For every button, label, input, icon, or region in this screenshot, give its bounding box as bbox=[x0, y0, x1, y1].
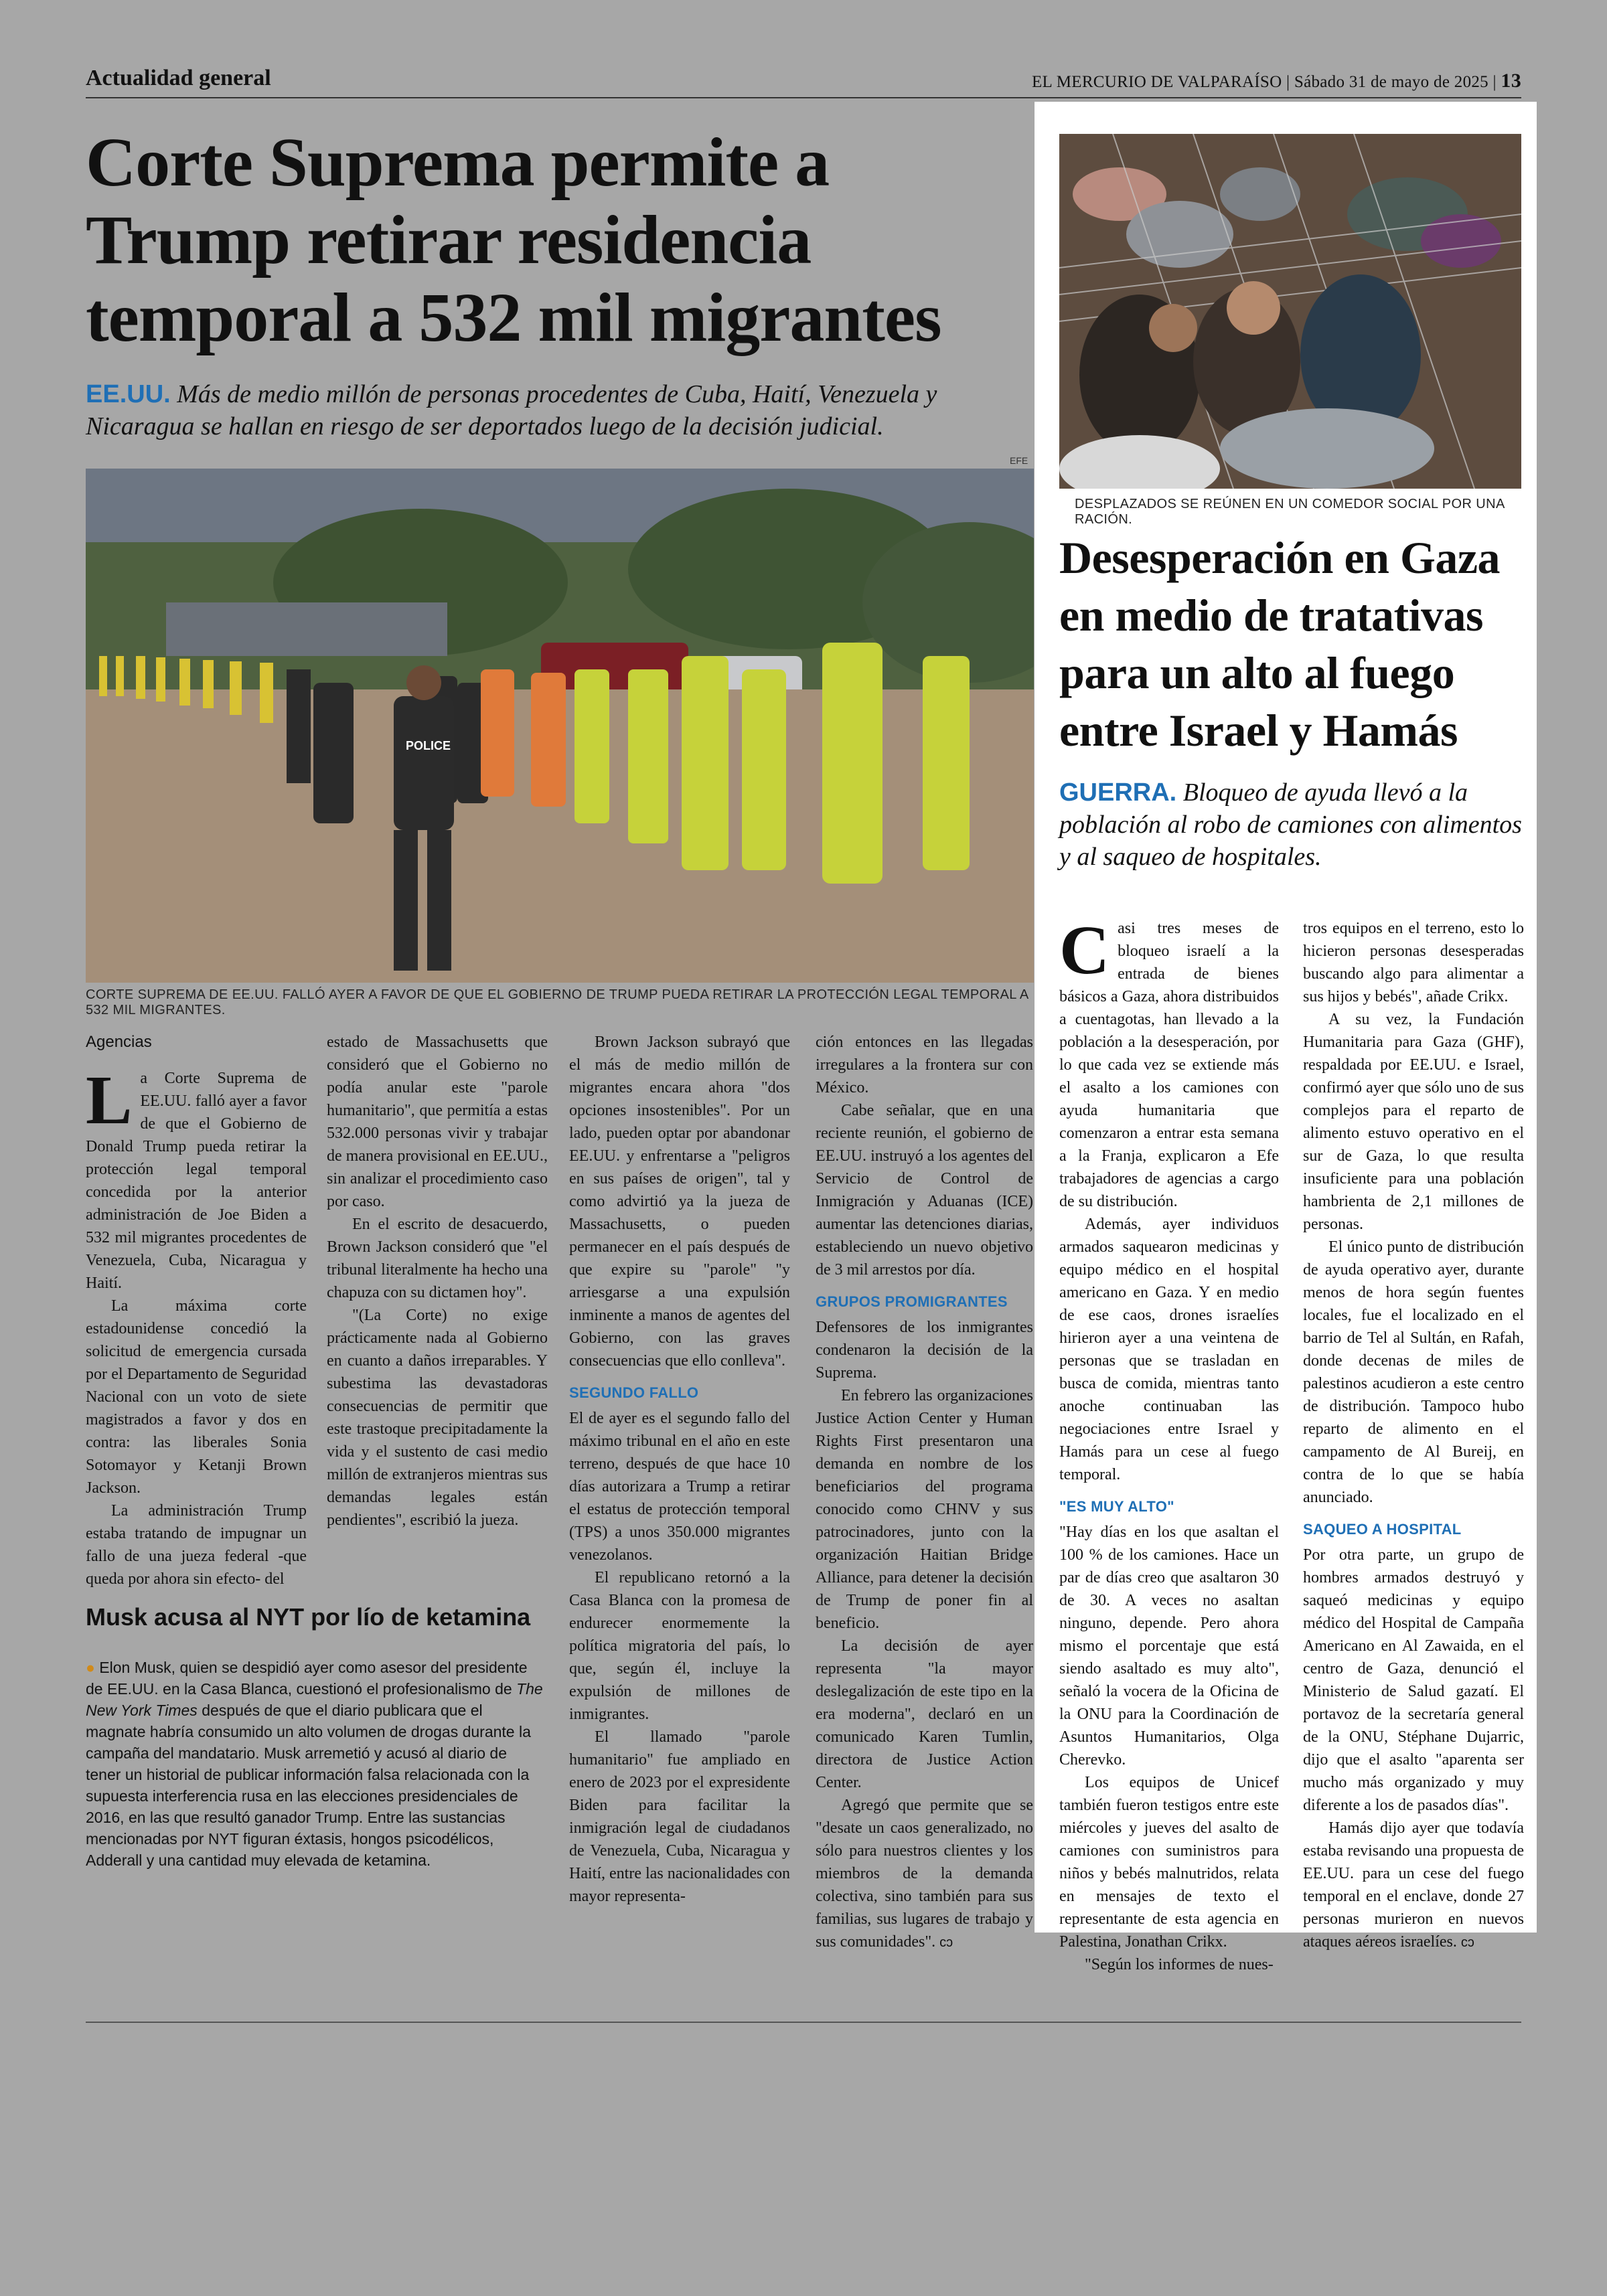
main-headline: Corte Suprema permite a Trump retirar residencia temporal a 532 mil migrantes bbox=[86, 124, 941, 356]
musk-body-b: después de que el diario publicara que el magnate habría consumido un alto volumen de drogas durante la campaña del mandatario. Musk arremetió y acusó al diario de tener un historial de publicar información falsa relacionada con la supuesta interferencia rusa en las elecciones presidenciales de 2016, en las que resultó ganador Trump. Entre las sustancias mencionadas por NYT figuran éxtasis, hongos psicodélicos, Adderall y una cantidad muy elevada de ketamina. bbox=[86, 1702, 531, 1869]
paper-info bbox=[1032, 70, 1521, 92]
main-p9: El republicano retornó a la Casa Blanca con la promesa de endurecer enormemente la política migratoria del país, lo que, según él, incluye la expulsión de millones de inmigrantes. bbox=[569, 1569, 790, 1723]
gaza-p6: tros equipos en el terreno, esto lo hicieron personas desesperadas buscando algo para alimentar a sus hijos y bebés", añade Crikx. bbox=[1303, 920, 1524, 1005]
main-deck-text: Más de medio millón de personas procedentes de Cuba, Haití, Venezuela y Nicaragua se hallan en riesgo de ser deportados luego de la decisión judicial. bbox=[86, 380, 937, 440]
main-col-2 bbox=[327, 1031, 548, 1532]
main-p8: El de ayer es el segundo fallo del máximo tribunal en el año en este terreno, después de que hace 10 días autorizara a Trump a retirar el estatus de protección temporal (TPS) a unos 350.000 migrantes venezolanos. bbox=[569, 1410, 790, 1564]
gaza-col-2 bbox=[1303, 917, 1524, 1954]
byline: Agencias bbox=[86, 1033, 152, 1051]
main-p1-text: a Corte Suprema de EE.UU. falló ayer a favor de que el Gobierno de Donald Trump pueda retirar la protección legal temporal concedida por la anterior administración de Joe Biden a 532 mil migrantes procedentes de Venezuela, Cuba, Nicaragua y Haití. bbox=[86, 1070, 307, 1292]
end-mark: cↄ bbox=[939, 1935, 953, 1950]
subhead-segundo-fallo: SEGUNDO FALLO bbox=[569, 1384, 699, 1401]
main-p4: estado de Massachusetts que consideró que el Gobierno no podía anular este "parole humanitario", que permitía a estas 532.000 personas vivir y trabajar de manera provisional en EE.UU., sin analizar el procedimiento caso por caso. bbox=[327, 1034, 548, 1210]
main-p11: ción entonces en las llegadas irregulares a la frontera sur con México. bbox=[816, 1034, 1033, 1096]
main-p5: En el escrito de desacuerdo, Brown Jackson consideró que "el tribunal literalmente ha hecho una chapuza con su dictamen hoy". bbox=[327, 1216, 548, 1301]
main-p6: "(La Corte) no exige prácticamente nada al Gobierno en cuanto a daños irreparables. Y subestima las devastadoras consecuencias de permitir que este trastoque precipitadamente la vida y el sustento de casi medio millón de extranjeros mientras sus demandas legales están pendientes", escribió la jueza. bbox=[327, 1307, 548, 1529]
main-col-1 bbox=[86, 1031, 307, 1590]
gaza-p10-text: Hamás dijo ayer que todavía estaba revisando una propuesta de EE.UU. para un cese del fuego temporal en el enclave, donde 27 personas murieron en nuevos ataques aéreos israelíes. bbox=[1303, 1819, 1524, 1951]
photo-credit: EFE bbox=[1010, 455, 1028, 466]
gaza-p2: Además, ayer individuos armados saquearon medicinas y equipo médico en el hospital americano en Gaza. Y en medio de ese caos, drones israelíes hirieron ayer a una veintena de personas que se trasladan en busca de comida, mientras tanto anoche continuaban las negociaciones entre Israel y Hamás para un cese al fuego temporal. bbox=[1059, 1216, 1279, 1483]
main-dropcap: L bbox=[86, 1062, 133, 1139]
main-deck bbox=[86, 378, 1037, 442]
section-label: Actualidad general bbox=[86, 66, 271, 90]
bottom-rule bbox=[86, 2022, 1521, 2023]
main-p2: La máxima corte estadounidense concedió la solicitud de emergencia cursada por el Departamento de Seguridad Nacional con un voto de siete magistrados a favor y dos en contra: las liberales Sonia Sotomayor y Ketanji Brown Jackson. bbox=[86, 1297, 307, 1497]
main-p10: El llamado "parole humanitario" fue ampliado en enero de 2023 por el expresidente Biden para facilitar la inmigración legal de ciudadanos de Venezuela, Cuba, Nicaragua y Haití, entre las nacionalidades con mayor representa- bbox=[569, 1728, 790, 1905]
musk-headline: Musk acusa al NYT por lío de ketamina bbox=[86, 1603, 531, 1631]
gaza-photo-illustration bbox=[1059, 134, 1521, 489]
gaza-headline: Desesperación en Gaza en medio de tratativas para un alto al fuego entre Israel y Hamás bbox=[1059, 532, 1501, 756]
gaza-dropcap: C bbox=[1059, 912, 1110, 989]
main-col-4 bbox=[816, 1031, 1033, 1954]
gaza-photo bbox=[1059, 134, 1521, 489]
gaza-p3: "Hay días en los que asaltan el 100 % de los camiones. Hace un par de días creo que asaltaron 30 de 30. A veces no asaltan ninguno, depende. Pero ahora mismo el porcentaje que está siendo asaltado es muy alto", señaló la vocera de la Oficina de la ONU para la Coordinación de Asuntos Humanitarios, Olga Cherevko. bbox=[1059, 1524, 1279, 1769]
main-p3: La administración Trump estaba tratando de impugnar un fallo de una jueza federal -que queda por ahora sin efecto- del bbox=[86, 1502, 307, 1588]
musk-body bbox=[86, 1657, 544, 1871]
gaza-p7: A su vez, la Fundación Humanitaria para Gaza (GHF), respaldada por EE.UU. e Israel, confirmó ayer que sólo uno de sus complejos para el reparto de alimento estuvo operativo en el sur de Gaza, lo que resulta insuficiente para una población hambrienta de 2,1 millones de personas. bbox=[1303, 1011, 1524, 1233]
subhead-saqueo-hospital: SAQUEO A HOSPITAL bbox=[1303, 1521, 1462, 1538]
gaza-p4: Los equipos de Unicef también fueron testigos entre este miércoles y jueves del asalto de camiones con suministros para niños y bebés malnutridos, relata en mensajes de texto el representante de esta agencia en Palestina, Jonathan Crikx. bbox=[1059, 1774, 1279, 1951]
main-p12: Cabe señalar, que en una reciente reunión, el gobierno de EE.UU. instruyó a los agentes del Servicio de Control de Inmigración y Aduanas (ICE) aumentar las detenciones diarias, estableciendo un nuevo objetivo de 3 mil arrestos por día. bbox=[816, 1102, 1033, 1279]
page-number: 13 bbox=[1501, 70, 1521, 92]
gaza-deck bbox=[1059, 776, 1528, 873]
main-kicker: EE.UU. bbox=[86, 380, 171, 408]
gaza-col-1 bbox=[1059, 912, 1279, 1976]
main-p7: Brown Jackson subrayó que el más de medio millón de migrantes encara ahora "dos opciones insostenibles". Por un lado, pueden optar por abandonar EE.UU. y enfrentarse a "peligros en sus países de origen", tal y como advirtió ya la jueza de Massachusetts, o pueden permanecer en el país después de que expire su "parole" "y arriesgarse a una expulsión inminente a manos de agentes del Gobierno, con las graves consecuencias que ello conlleva". bbox=[569, 1034, 790, 1370]
main-p1 bbox=[86, 1062, 307, 1295]
main-p16-text: Agregó que permite que se "desate un caos generalizado, no sólo para nuestros clientes y los miembros de la demanda colectiva, sino también para sus familias, sus lugares de trabajo y sus comunidades". bbox=[816, 1797, 1033, 1951]
bullet-icon: ● bbox=[86, 1659, 95, 1676]
main-p14: En febrero las organizaciones Justice Action Center y Human Rights First presentaron una demanda en nombre de los beneficiarios del programa conocido como CHNV y sus patrocinadores, junto con la organización Haitian Bridge Alliance, para detener la decisión de Trump de poner fin al beneficio. bbox=[816, 1387, 1033, 1632]
gaza-kicker: GUERRA. bbox=[1059, 778, 1177, 807]
gaza-end-mark: cↄ bbox=[1460, 1935, 1474, 1950]
main-photo-illustration bbox=[86, 469, 1034, 983]
gaza-p1-text: asi tres meses de bloqueo israelí a la entrada de bienes básicos a Gaza, ahora distribuidos a cuentagotas, han llevado a la población a la desesperación, por lo que cada vez se extiende más el asalto a los camiones con ayuda humanitaria que comenzaron a entrar esta semana a la Franja, explicaron a Efe trabajadores de agencias a cargo de su distribución. bbox=[1059, 920, 1279, 1210]
gaza-photo-caption: DESPLAZADOS SE REÚNEN EN UN COMEDOR SOCIAL POR UNA RACIÓN. bbox=[1075, 497, 1505, 527]
gaza-p9: Por otra parte, un grupo de hombres armados destruyó y saqueó medicinas y equipo médico del Hospital de Campaña Americano en Al Zawaida, en el centro de Gaza, denunció el Ministerio de Salud gazatí. El portavoz de la secretaría general de la ONU, Stéphane Dujarric, dijo que el asalto "aparenta ser mucho más organizado y muy diferente a los de pasados días". bbox=[1303, 1546, 1524, 1814]
gaza-deck-text: Bloqueo de ayuda llevó a la población al robo de camiones con alimentos y al saqueo de hospitales. bbox=[1059, 778, 1522, 871]
main-photo-caption: CORTE SUPREMA DE EE.UU. FALLÓ AYER A FAVOR DE QUE EL GOBIERNO DE TRUMP PUEDA RETIRAR LA PROTECCIÓN LEGAL TEMPORAL A 532 MIL MIGRANTES. bbox=[86, 987, 1028, 1017]
gaza-p5: "Según los informes de nues- bbox=[1085, 1956, 1274, 1973]
paper-date-line: EL MERCURIO DE VALPARAÍSO | Sábado 31 de mayo de 2025 | bbox=[1031, 73, 1497, 91]
musk-body-a: Elon Musk, quien se despidió ayer como asesor del presidente de EE.UU. en la Casa Blanca, cuestionó el profesionalismo de bbox=[86, 1659, 528, 1698]
musk-body-nyt: The New York Times bbox=[86, 1680, 543, 1719]
main-p15: La decisión de ayer representa "la mayor deslegalización de este tipo en la era moderna", declaró en un comunicado Karen Tumlin, directora de Justice Action Center. bbox=[816, 1637, 1033, 1791]
main-p13: Defensores de los inmigrantes condenaron la decisión de la Suprema. bbox=[816, 1319, 1033, 1382]
police-vest-text: POLICE bbox=[406, 739, 451, 752]
gaza-p10 bbox=[1303, 1817, 1524, 1954]
gaza-p1 bbox=[1059, 912, 1279, 1213]
header-rule bbox=[86, 97, 1521, 98]
subhead-grupos-promigrantes: GRUPOS PROMIGRANTES bbox=[816, 1293, 1008, 1310]
gaza-p8: El único punto de distribución de ayuda operativo ayer, durante menos de hora según fuentes locales, fue el localizado en el barrio de Tel al Sultán, en Rafah, donde decenas de miles de palestinos acudieron a este centro de distribución. Tampoco hubo reparto de alimento en el campamento de Al Bureij, en contra de lo que se había anunciado. bbox=[1303, 1238, 1524, 1506]
main-photo bbox=[86, 469, 1034, 983]
subhead-es-muy-alto: "ES MUY ALTO" bbox=[1059, 1498, 1174, 1515]
main-p16 bbox=[816, 1794, 1033, 1954]
main-col-3 bbox=[569, 1031, 790, 1908]
